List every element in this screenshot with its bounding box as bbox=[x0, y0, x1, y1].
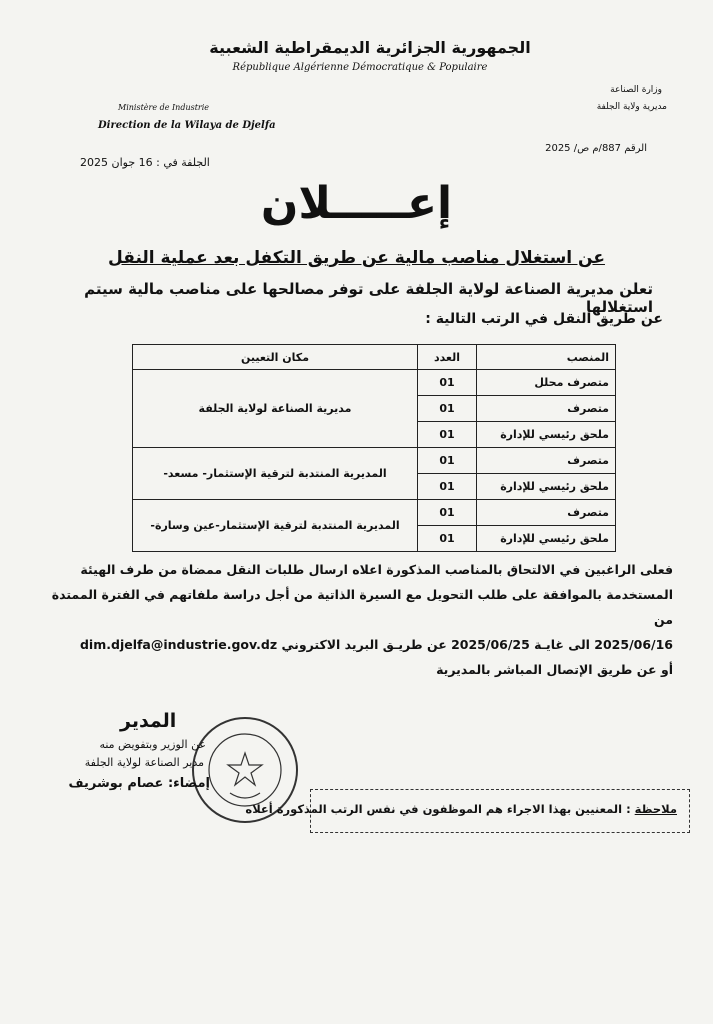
body-line-3 bbox=[33, 632, 673, 657]
direction-ar: مديرية ولاية الجلفة bbox=[596, 102, 667, 112]
position-cell: ملحق رئيسي للإدارة bbox=[477, 474, 616, 500]
count-cell: 01 bbox=[418, 448, 477, 474]
republic-title-ar: الجمهورية الجزائرية الديمقراطية الشعبية bbox=[209, 38, 531, 57]
header-count: العدد bbox=[418, 345, 477, 370]
body-line-4: أو عن طريق الإتصال المباشر بالمديرية bbox=[436, 662, 673, 677]
note-label: ملاحظة bbox=[634, 802, 677, 816]
announcement-subtitle: عن استغلال مناصب مالية عن طريق التكفل بعد عملية النقل bbox=[108, 248, 605, 268]
location-cell: المديرية المنتدبة لترقية الإستثمار-عين وسارة- bbox=[133, 500, 418, 552]
direction-fr: Direction de la Wilaya de Djelfa bbox=[98, 120, 276, 131]
location-cell: المديرية المنتدبة لترقية الإستثمار- مسعد- bbox=[133, 448, 418, 500]
position-cell: ملحق رئيسي للإدارة bbox=[477, 422, 616, 448]
position-cell: متصرف bbox=[477, 448, 616, 474]
position-cell: متصرف bbox=[477, 396, 616, 422]
signature-line-3: إمضاء: عصام بوشريف bbox=[68, 776, 210, 791]
position-cell: متصرف bbox=[477, 500, 616, 526]
reference-number: الرقم 887/م ص/ 2025 bbox=[545, 143, 647, 154]
ministry-ar: وزارة الصناعة bbox=[610, 85, 662, 95]
position-cell: متصرف محلل bbox=[477, 370, 616, 396]
positions-table bbox=[132, 344, 616, 552]
count-cell: 01 bbox=[418, 500, 477, 526]
signature-title: المدير bbox=[120, 710, 177, 732]
table-row bbox=[133, 500, 616, 526]
intro-line-1: تعلن مديرية الصناعة لولاية الجلفة على توفر مصالحها على مناصب مالية سيتم استغلالها bbox=[84, 280, 653, 316]
count-cell: 01 bbox=[418, 526, 477, 552]
signature-line-2: مدير الصناعة لولاية الجلفة bbox=[84, 756, 204, 769]
header-location: مكان التعيين bbox=[133, 345, 418, 370]
ministry-fr: Ministère de Industrie bbox=[118, 103, 210, 112]
place-date: الجلفة في : 16 جوان 2025 bbox=[80, 156, 210, 169]
email-link[interactable]: dim.djelfa@industrie.gov.dz bbox=[79, 637, 278, 652]
table-header-row bbox=[133, 345, 616, 370]
location-cell: مديرية الصناعة لولاية الجلفة bbox=[133, 370, 418, 448]
intro-line-2: عن طريق النقل في الرتب التالية : bbox=[425, 311, 663, 327]
body-line-2: المستخدمة بالموافقة على طلب التحويل مع السيرة الذاتية من أجل دراسة ملفاتهم في الفترة الممتدة من bbox=[51, 587, 673, 627]
body-line-1: فعلى الراغبين في الالتحاق بالمناصب المذكورة اعلاه ارسال طلبات النقل ممضاة من طرف الهيئة bbox=[80, 562, 673, 577]
note-text bbox=[245, 802, 677, 816]
republic-title-fr: République Algérienne Démocratique & Populaire bbox=[232, 62, 488, 73]
count-cell: 01 bbox=[418, 474, 477, 500]
body-line-3-text: 2025/06/16 الى غايـة 2025/06/25 عن طريـق البريد الاكتروني bbox=[281, 637, 673, 652]
announcement-title: إعـــــلان bbox=[260, 178, 453, 229]
count-cell: 01 bbox=[418, 396, 477, 422]
body-text bbox=[33, 557, 673, 682]
header-position: المنصب bbox=[477, 345, 616, 370]
count-cell: 01 bbox=[418, 370, 477, 396]
note-body: : المعنيين بهذا الاجراء هم الموظفون في نفس الرتب المذكورة أعلاه bbox=[245, 802, 635, 816]
signature-line-1: عن الوزير وبتفويض منه bbox=[99, 738, 206, 751]
note-box bbox=[245, 789, 690, 833]
count-cell: 01 bbox=[418, 422, 477, 448]
table-row bbox=[133, 448, 616, 474]
position-cell: ملحق رئيسي للإدارة bbox=[477, 526, 616, 552]
table-row bbox=[133, 370, 616, 396]
